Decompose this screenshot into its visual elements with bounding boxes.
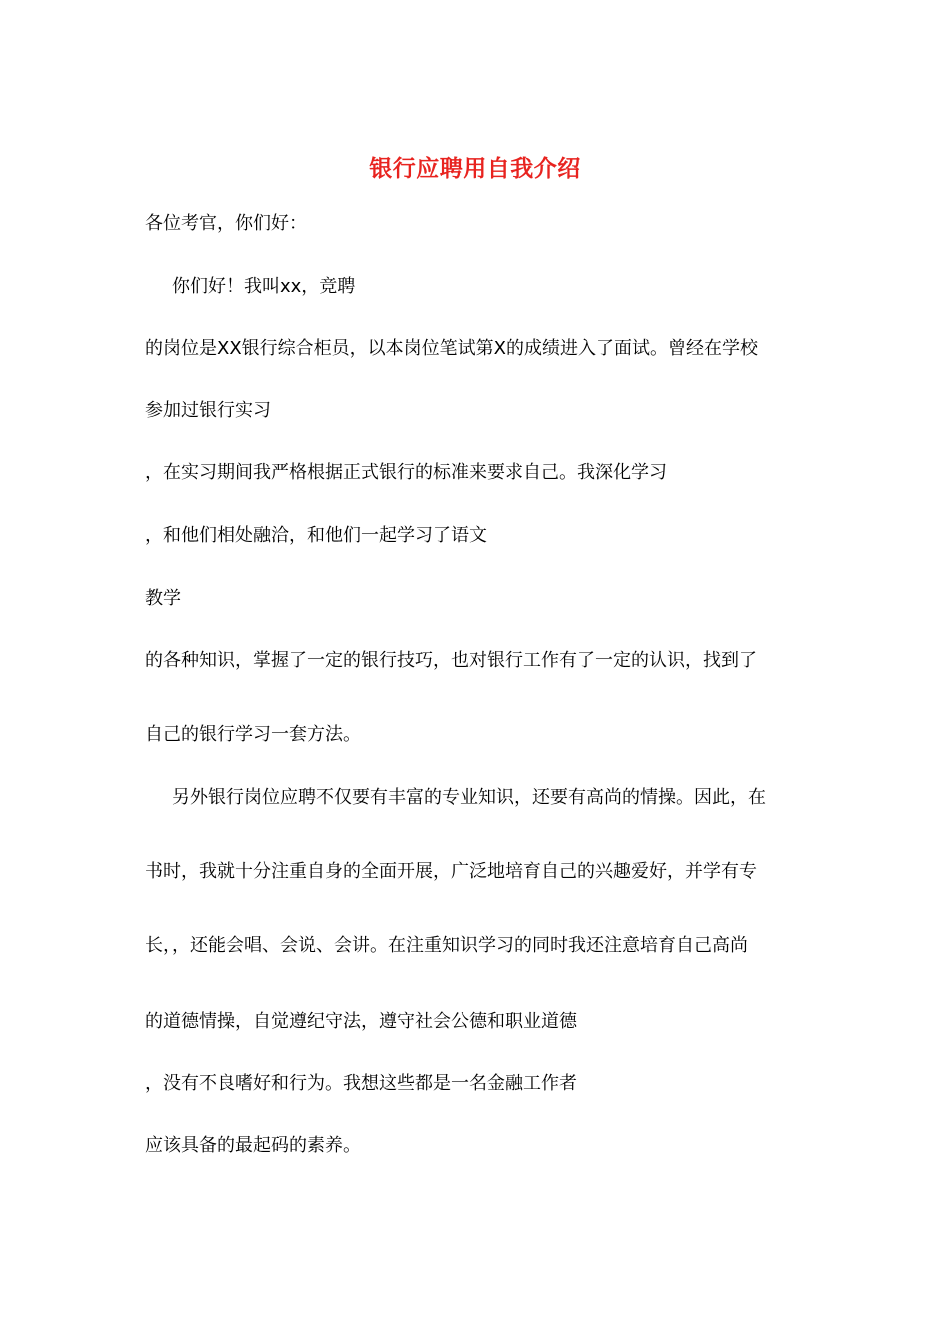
paragraph-line: ，和他们相处融洽，和他们一起学习了语文	[145, 525, 487, 546]
paragraph-line: 书时，我就十分注重自身的全面开展，广泛地培育自己的兴趣爱好，并学有专	[145, 861, 757, 882]
paragraph-line: 长，，还能会唱、会说、会讲。在注重知识学习的同时我还注意培育自己高尚	[145, 935, 748, 956]
paragraph-line: 的岗位是XX银行综合柜员，以本岗位笔试第X的成绩进入了面试。曾经在学校	[145, 338, 758, 359]
paragraph-line: 另外银行岗位应聘不仅要有丰富的专业知识，还要有高尚的情操。因此，在	[172, 787, 766, 808]
paragraph-line: ，没有不良嗜好和行为。我想这些都是一名金融工作者	[145, 1073, 577, 1094]
greeting-line: 各位考官，你们好：	[145, 213, 307, 234]
paragraph-line: ，在实习期间我严格根据正式银行的标准来要求自己。我深化学习	[145, 462, 667, 483]
paragraph-line: 你们好！我叫xx，竞聘	[172, 276, 356, 297]
document-title: 银行应聘用自我介绍	[369, 156, 581, 182]
paragraph-line: 参加过银行实习	[145, 400, 271, 421]
paragraph-line: 教学	[145, 588, 181, 609]
paragraph-line: 自己的银行学习一套方法。	[145, 724, 361, 745]
paragraph-line: 的各种知识，掌握了一定的银行技巧，也对银行工作有了一定的认识，找到了	[145, 650, 757, 671]
paragraph-line: 应该具备的最起码的素养。	[145, 1135, 361, 1156]
paragraph-line: 的道德情操，自觉遵纪守法，遵守社会公德和职业道德	[145, 1011, 577, 1032]
